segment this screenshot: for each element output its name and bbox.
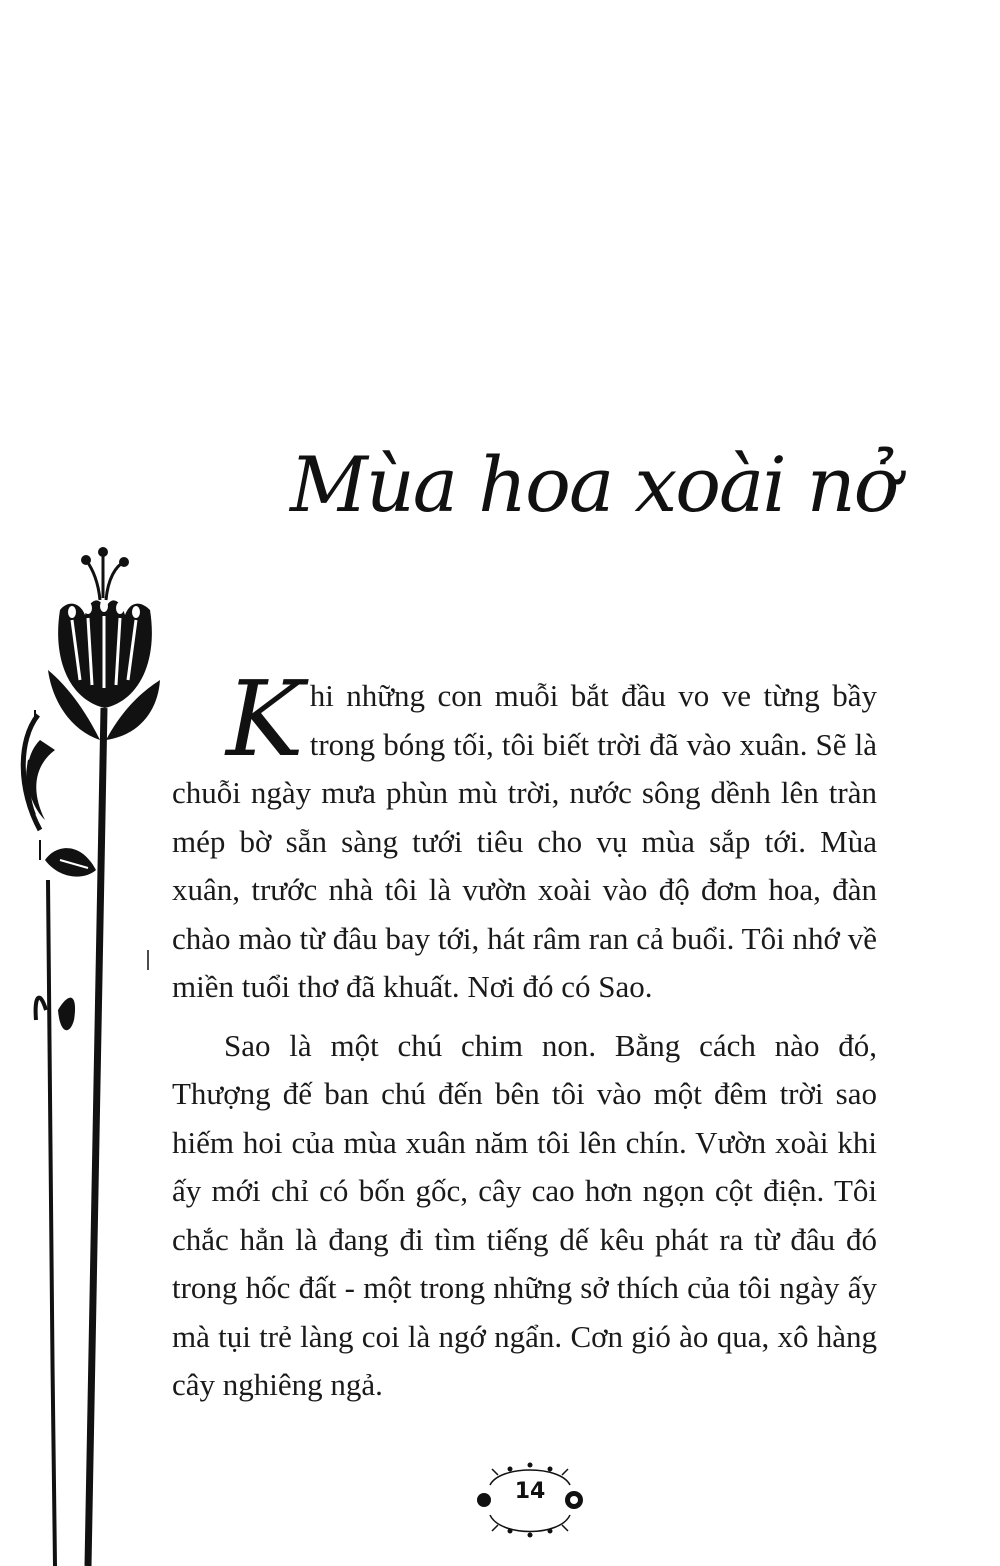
page-folio (470, 1455, 590, 1545)
body-text (172, 658, 877, 1410)
chapter-title: Mùa hoa xoài nở (290, 440, 898, 529)
paragraph-1 (172, 658, 877, 1012)
page-number: 14 (514, 1479, 546, 1504)
flower-stem-icon (0, 540, 170, 1566)
paragraph-2: Sao là một chú chim non. Bằng cách nào đó, Thượng đế ban chú đến bên tôi vào một đêm trời sao hiếm hoi của mùa xuân năm tôi lên chín. Vườn xoài khi ấy mới chỉ có bốn gốc, cây cao hơn ngọn cột điện. Tôi chắc hẳn là đang đi tìm tiếng dế kêu phát ra từ đâu đó trong hốc đất - một trong những sở thích của tôi ngày ấy mà tụi trẻ làng coi là ngớ ngẩn. Cơn gió ào qua, xô hàng cây nghiêng ngả. (172, 1027, 877, 1402)
paragraph-1-text: hi những con muỗi bắt đầu vo ve từng bầy trong bóng tối, tôi biết trời đã vào xuân. Sẽ là chuỗi ngày mưa phùn mù trời, nước sông dềnh lên tràn mép bờ sẵn sàng tưới tiêu cho vụ mùa sắp tới. Mùa xuân, trước nhà tôi là vườn xoài vào độ đơm hoa, đàn chào mào từ đâu bay tới, hát râm ran cả buổi. Tôi nhớ về miền tuổi thơ đã khuất. Nơi đó có Sao. (172, 678, 877, 1004)
drop-cap: K (226, 658, 304, 780)
